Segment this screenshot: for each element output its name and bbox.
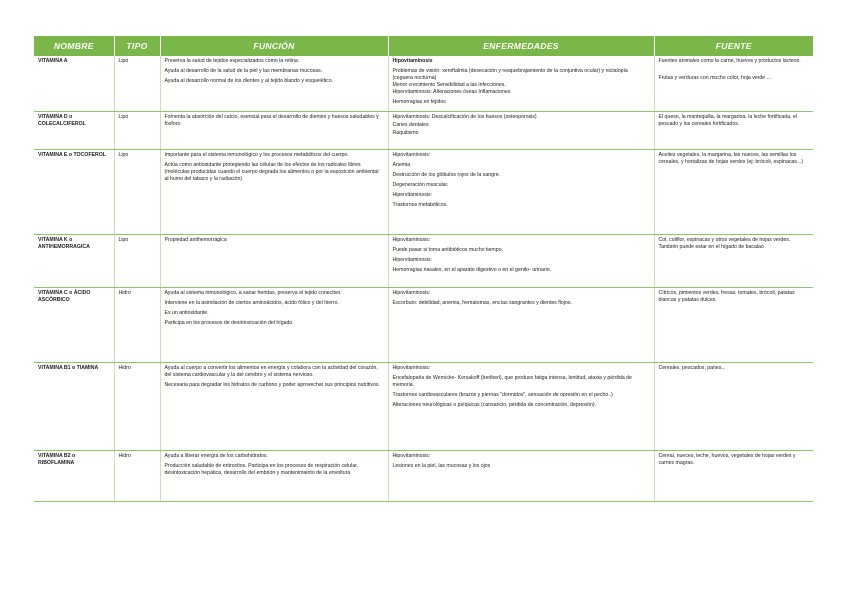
enfermedad-line: Hemorragias nasales, en el aparato digestivo o en el genito- urinario. (392, 267, 552, 273)
cell-enfermedades (388, 150, 654, 235)
enfermedad-line: Caries dentales (392, 122, 429, 128)
enfermedad-line: Puede pasar si toma antibióticos mucho tiempo. (392, 247, 503, 253)
funcion-line: Participa en los procesos de desintoxicación del hígado. (164, 320, 294, 326)
fuente-line: Fuentes animales como la carne, huevos y productos lácteos. (658, 58, 801, 64)
cell-nombre: VITAMINA B1 o TIAMINA (34, 363, 114, 451)
cell-funcion (160, 451, 388, 502)
fuente-line: El queso, la mantequilla, la margarina, la leche fortificada, el pescado y los cereales fortificados. (658, 114, 797, 127)
cell-tipo: Lipo (114, 112, 160, 150)
fuente-line: Cítricos, pimientos verdes, fresas, tomates, brócoli, patatas blancas y patatas dulces. (658, 290, 795, 303)
header-tipo: TIPO (114, 36, 160, 56)
funcion-line: Ayuda al desarrollo de la salud de la piel y las membranas mucosas. (164, 68, 323, 74)
cell-enfermedades (388, 363, 654, 451)
cell-funcion (160, 56, 388, 112)
enfermedad-line: Escorbuto: debilidad, anemia, hematomas, encías sangrantes y dientes flojos. (392, 300, 572, 306)
enfermedad-line: Encefalopatía de Wernicke- Korsakoff (beriberi), que produce fatiga intensa, lentitud, ataxia y pérdida de memoria. (392, 375, 632, 388)
fuente-line: Frutas y verduras con mucho color, hoja verde ... (658, 75, 771, 81)
funcion-line: Producción saludable de eritrocitos. Participa en los procesos de respiración celular, desintoxicación hepática, desarrollo del embrión y mantenimiento de la envoltura (164, 463, 358, 476)
cell-funcion (160, 150, 388, 235)
funcion-line: Necesaria para degradar los hidratos de carbono y poder aprovechar sus principios nutritivos. (164, 382, 380, 388)
enfermedad-line: Alteraciones neurológicas o psíquicas (cansancio, pérdida de concentración, depresión). (392, 402, 597, 408)
funcion-line: Actúa como antioxidante protegiendo las células de los efectos de los radicales libres (moléculas producidas cuando el cuerpo degrada los alimentos o por la exposición ambiental al humo del tabaco y la radiación) (164, 162, 379, 182)
header-nombre: NOMBRE (34, 36, 114, 56)
cell-fuente (654, 363, 813, 451)
enfermedad-line: Raquitismo (392, 130, 419, 136)
funcion-line: Fomenta la absorción del calcio, esencial para el desarrollo de dientes y huesos saludables y fósforo. (164, 114, 379, 127)
table-row (34, 150, 813, 235)
funcion-line: Importante para el sistema inmunológico y los procesos metabólicos del cuerpo. (164, 152, 349, 158)
table-row (34, 451, 813, 502)
cell-nombre: VITAMINA B2 o RIBOFLAMINA (34, 451, 114, 502)
funcion-line: Ayuda al cuerpo a convertir los alimentos en energía y colabora con la actividad del corazón, del sistema cardiovascular y la del cerebro y el sistema nervioso. (164, 365, 378, 378)
vitamin-table (34, 36, 813, 502)
fuente-line: Col, coliflor, espinacas y otros vegetales de hojas verdes. También puede estar en el hígado de bacalao (658, 237, 791, 250)
enfermedad-line: Problemas de visión: xeroftalmia (desecación y resquebrajamiento de la conjuntiva ocular) y nictalopía (ceguera nocturna) (392, 68, 628, 81)
enfermedad-line: Degeneración muscular. (392, 182, 449, 188)
cell-fuente (654, 288, 813, 363)
enfermedad-line: Hipovitaminosis: (392, 152, 431, 158)
cell-enfermedades (388, 56, 654, 112)
cell-funcion (160, 112, 388, 150)
fuente-line: Aceites vegetales, la margarina, las nueces, las semillas los cereales, y hortalizas de hojas verdes (ej: brócoli, espinacas...) (658, 152, 803, 165)
cell-nombre: VITAMINA C o ÁCIDO ASCÓRBICO (34, 288, 114, 363)
cell-nombre: VITAMINA A (34, 56, 114, 112)
funcion-line: Es un antioxidante. (164, 310, 209, 316)
enfermedad-line: Hipervitaminosis: (392, 257, 432, 263)
cell-fuente (654, 112, 813, 150)
cell-tipo: Hidro (114, 363, 160, 451)
enfermedad-line: Hipervitaminosis: Alteraciones óseas Inflamaciones (392, 89, 511, 95)
enfermedad-line: Hipovitaminosis: (392, 453, 431, 459)
cell-funcion (160, 363, 388, 451)
enfermedad-line: Menor crecimiento Sensibilidad a las infecciones. (392, 82, 506, 88)
cell-enfermedades (388, 235, 654, 288)
table-row (34, 235, 813, 288)
header-enfermedades: ENFERMEDADES (388, 36, 654, 56)
cell-enfermedades (388, 112, 654, 150)
enfermedad-line: Destrucción de los glóbulos rojos de la sangre. (392, 172, 501, 178)
enfermedad-line: Trastornos metabólicos. (392, 202, 448, 208)
cell-fuente (654, 235, 813, 288)
enfermedad-line: Hipovitaminosis: (392, 237, 431, 243)
enfermedad-line: Hipovitaminosis (392, 58, 433, 64)
cell-fuente (654, 150, 813, 235)
enfermedad-line: Trastornos cardiovasculares (brazos y piernas "dormidos", sensación de opresión en el pecho..) (392, 392, 613, 398)
table-row (34, 112, 813, 150)
table-header-row (34, 36, 813, 56)
funcion-line: Ayuda a liberar energía de los carbohidratos. (164, 453, 268, 459)
fuente-line: Cereal, nueces, leche, huevos, vegetales de hojas verdes y carnes magras. (658, 453, 796, 466)
enfermedad-line: Hemorragias en tejidos (392, 99, 446, 105)
vitamin-table-page (34, 36, 813, 502)
cell-tipo: Lipo (114, 150, 160, 235)
header-fuente: FUENTE (654, 36, 813, 56)
cell-funcion (160, 235, 388, 288)
header-funcion: FUNCIÓN (160, 36, 388, 56)
enfermedad-line: Hipovitaminosis: (392, 365, 431, 371)
cell-fuente (654, 451, 813, 502)
table-row (34, 288, 813, 363)
cell-tipo: Hidro (114, 288, 160, 363)
funcion-line: Propiedad antihemorrágica (164, 237, 227, 243)
cell-fuente (654, 56, 813, 112)
cell-nombre: VITAMINA K o ANTIHEMORRAGICA (34, 235, 114, 288)
enfermedad-line: Hipervitaminosis: (392, 192, 432, 198)
funcion-line: Preserva la salud de tejidos especializados como la retina. (164, 58, 300, 64)
enfermedad-line: Hipovitaminosis: Descalcificación de los huesos (osteoporosis) (392, 114, 537, 120)
cell-nombre: VITAMINA E o TOCOFEROL (34, 150, 114, 235)
cell-tipo: Lipo (114, 56, 160, 112)
table-row (34, 363, 813, 451)
funcion-line: Ayuda al sistema inmunológico, a sanar heridas, preserva el tejido conectivo. (164, 290, 342, 296)
enfermedad-line: Anemia (392, 162, 411, 168)
enfermedad-line: Hipovitaminosis: (392, 290, 431, 296)
fuente-line: Cereales, pescados, panes... (658, 365, 726, 371)
table-row (34, 56, 813, 112)
cell-tipo: Lipo (114, 235, 160, 288)
cell-nombre: VITAMINA D o COLECALCIFEROL (34, 112, 114, 150)
cell-enfermedades (388, 288, 654, 363)
enfermedad-line: Lesiones en la piel, las mucosas y los ojos (392, 463, 491, 469)
funcion-line: Interviene en la asimilación de ciertos aminoácidos, ácido fólico y del hierro. (164, 300, 339, 306)
funcion-line: Ayuda al desarrollo normal de los dientes y al tejido blando y esquelético. (164, 78, 334, 84)
cell-tipo: Hidro (114, 451, 160, 502)
cell-funcion (160, 288, 388, 363)
cell-enfermedades (388, 451, 654, 502)
